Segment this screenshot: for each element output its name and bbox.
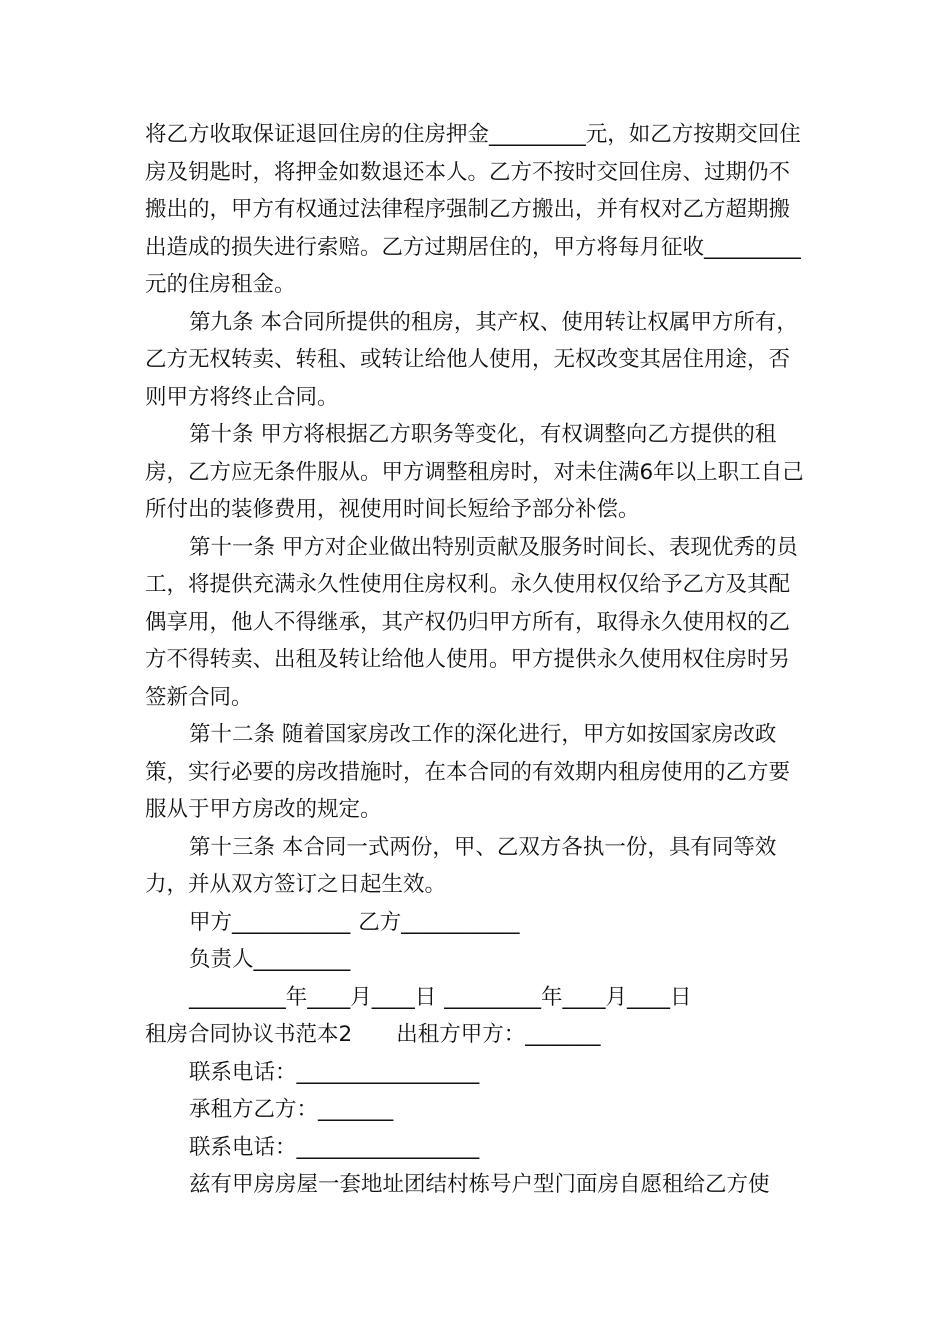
article-11: 第十一条 甲方对企业做出特别贡献及服务时间长、表现优秀的员工，将提供充满永久性使用住房权利。永久使用权仅给予乙方及其配偶享用，他人不得继承，其产权仍归甲方所有，取得永久使用权的乙方不得转卖、出租及转让给他人使用。甲方提供永久使用权住房时另签新合同。: [145, 534, 798, 710]
date-line: [145, 979, 810, 1017]
article-13: 第十三条 本合同一式两份，甲、乙双方各执一份，具有同等效力，并从双方签订之日起生效。: [145, 834, 777, 897]
premise-paragraph: 兹有甲房房屋一套地址团结村栋号户型门面房自愿租给乙方使: [189, 1172, 770, 1197]
paragraph-deposit: 将乙方收取保证退回住房的住房押金_________元，如乙方按期交回住房及钥匙时，将押金如数退还本人。乙方不按时交回住房、过期仍不搬出的，甲方有权通过法律程序强制乙方搬出，并有权对乙方超期搬出造成的损失进行索赔。乙方过期居住的，甲方将每月征收_________元的住房租金。: [145, 122, 801, 297]
sample-heading-line: [145, 1016, 810, 1054]
lessor-phone-field: 联系电话：_________________: [189, 1059, 480, 1085]
party-b-signature: 乙方___________: [358, 909, 520, 935]
date-party-a: _________年____月____日: [189, 984, 437, 1010]
lessee-phone-field: 联系电话：_________________: [189, 1134, 480, 1160]
signature-line: [145, 904, 810, 942]
article-12: 第十二条 随着国家房改工作的深化进行，甲方如按国家房改政策，实行必要的房改措施时，在本合同的有效期内租房使用的乙方要服从于甲方房改的规定。: [145, 722, 791, 822]
sample-title: 租房合同协议书范本2: [145, 1022, 353, 1047]
party-a-signature: 甲方___________: [189, 909, 351, 935]
responsible-person: 负责人_________: [189, 947, 351, 972]
article-10: 第十条 甲方将根据乙方职务等变化，有权调整向乙方提供的租房，乙方应无条件服从。甲方调整租房时，对未住满6年以上职工自己所付出的装修费用，视使用时间长短给予部分补偿。: [145, 422, 804, 522]
date-party-b: _________年____月____日: [444, 984, 692, 1010]
lessor-field: 出租方甲方：_______: [396, 1022, 601, 1047]
lessee-field: 承租方乙方：_______: [189, 1097, 394, 1122]
document-body: [145, 116, 810, 1204]
article-9: 第九条 本合同所提供的租房，其产权、使用转让权属甲方所有，乙方无权转卖、转租、或转让给他人使用，无权改变其居住用途，否则甲方将终止合同。: [145, 309, 798, 410]
